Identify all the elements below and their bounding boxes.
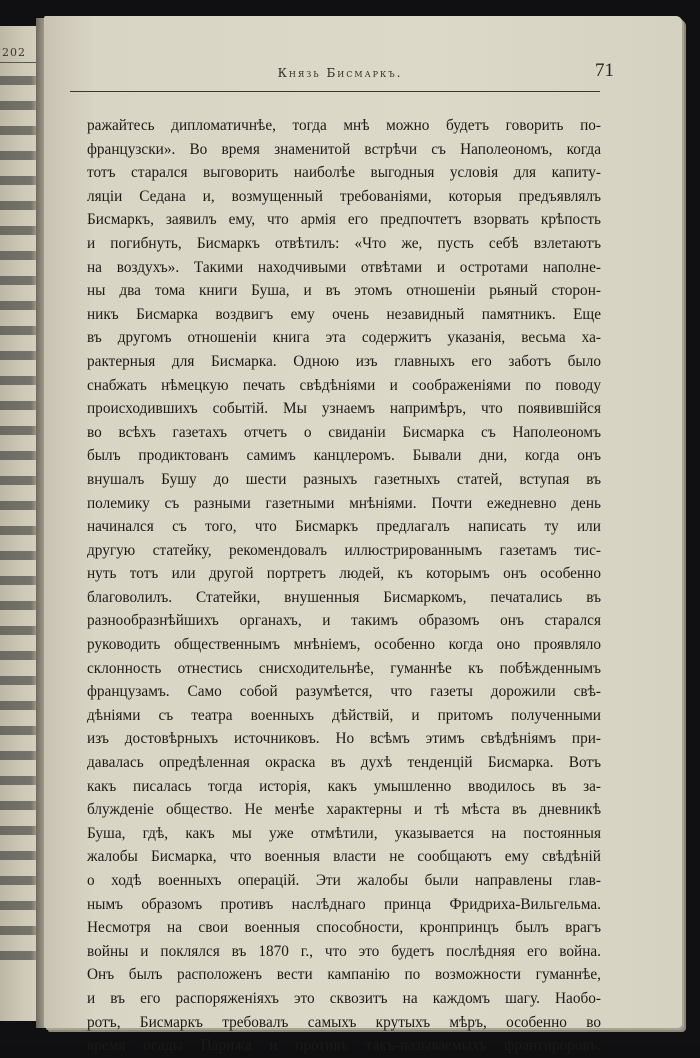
text-line: благоволилъ. Статейки, внушенныя Бисмаркомъ, печатались въ [87,588,601,606]
text-line: Бисмаркъ, заявилъ ему, что армія его предпочтетъ взорвать крѣпость [87,211,601,229]
header-rule [70,91,600,92]
text-line: былъ продиктованъ самимъ канцлеромъ. Бывали дни, когда онъ [87,447,601,465]
text-line: ротъ, Бисмаркъ требовалъ самыхъ крутыхъ мѣръ, особенно во [87,1013,601,1031]
running-title: Князь Бисмаркъ. [277,66,403,80]
left-page-header: 202 [2,46,26,59]
text-line: ражайтесь дипломатичнѣе, тогда мнѣ можно будетъ говорить по- [87,117,601,134]
text-line: ны два тома книги Буша, и въ этомъ отношеніи рьяный сторон- [87,282,601,300]
running-head [60,58,620,88]
text-line: начинался съ того, что Бисмаркъ предлагалъ написать ту или [87,518,601,536]
text-line: войны и поклялся въ 1870 г., что это будетъ послѣдняя его война. [87,942,601,960]
text-line: нымъ образомъ противъ наслѣднаго принца Фридриха-Вильгельма. [87,895,601,913]
text-line: давалась опредѣленная окраска въ духѣ тенденцій Бисмарка. Вотъ [87,754,601,772]
text-line: дѣніями съ театра военныхъ дѣйствій, и притомъ полученными [87,706,601,724]
text-line: ляціи Седана и, возмущенный требованіями, которыя предъявлялъ [87,187,601,205]
text-line: внушалъ Бушу до шести разныхъ газетныхъ статей, вступая въ [87,470,601,488]
text-line: Буша, гдѣ, какъ мы уже отмѣтили, указывается на постоянныя [87,824,601,842]
text-line: рактерныя для Бисмарка. Одною изъ главныхъ его заботъ было [87,352,601,370]
text-line: какъ писалась тогда исторія, какъ умышленно вводилось въ за- [87,777,601,795]
text-line: другую статейку, рекомендовалъ иллюстрированнымъ газетамъ тис- [87,541,601,559]
text-line: и погибнуть, Бисмаркъ отвѣтилъ: «Что же, пусть себѣ взлетаютъ [87,234,601,252]
text-line: тотъ старался выговорить наиболѣе выгодныя условія для капиту- [87,164,601,182]
text-line: изъ достовѣрныхъ источниковъ. Но всѣмъ этимъ свѣдѣніямъ при- [87,730,601,748]
text-line: руководить общественнымъ мнѣніемъ, особенно когда оно проявляло [87,636,601,654]
text-line: происходившихъ событій. Мы узнаемъ напримѣръ, что появившійся [87,400,601,418]
text-line: никъ Бисмарка воздвигъ ему очень незавидный памятникъ. Еще [87,305,601,323]
text-line: время осады Парижа и противъ такъ-называемыхъ франтироровъ. [87,1037,601,1055]
text-line: и въ его распоряженіяхъ это сквозитъ на каждомъ шагу. Наобо- [87,989,601,1007]
text-line: нуть тотъ или другой портретъ людей, къ которымъ онъ особенно [87,565,601,583]
text-line: въ другомъ отношеніи книга эта содержитъ указанія, весьма ха- [87,329,601,347]
text-line: во всѣхъ газетахъ отчетъ о свиданіи Бисмарка съ Наполеономъ [87,423,601,441]
text-line: снабжать нѣмецкую печать свѣдѣніями и соображеніями по поводу [87,376,601,394]
text-line: французски». Во время знаменитой встрѣчи съ Наполеономъ, когда [87,140,601,158]
text-line: французамъ. Само собой разумѣется, что газеты дорожили свѣ- [87,683,601,701]
text-line: жалобы Бисмарка, что военныя власти не сообщаютъ ему свѣдѣній [87,848,601,866]
text-line: на воздухъ». Такими находчивыми отвѣтами и остротами наполне- [87,258,601,276]
text-line: Онъ былъ расположенъ вести кампанію по возможности гуманнѣе, [87,966,601,984]
text-line: склонность отнестись снисходительнѣе, гуманнѣе къ побѣжденнымъ [87,659,601,677]
text-line: о ходѣ военныхъ операцій. Эти жалобы были направлены глав- [87,872,601,889]
text-line: разнообразнѣйшихъ органахъ, и такимъ образомъ онъ старался [87,612,601,630]
text-line: блужденіе общество. Не менѣе характерны и тѣ мѣста въ дневникѣ [87,801,601,819]
body-text [87,114,601,1058]
text-line: полемику съ разными газетными мнѣніями. Почти ежедневно день [87,494,601,512]
text-line: Несмотря на свои военныя способности, кронпринцъ былъ врагъ [87,919,601,937]
page-number: 71 [595,60,614,81]
